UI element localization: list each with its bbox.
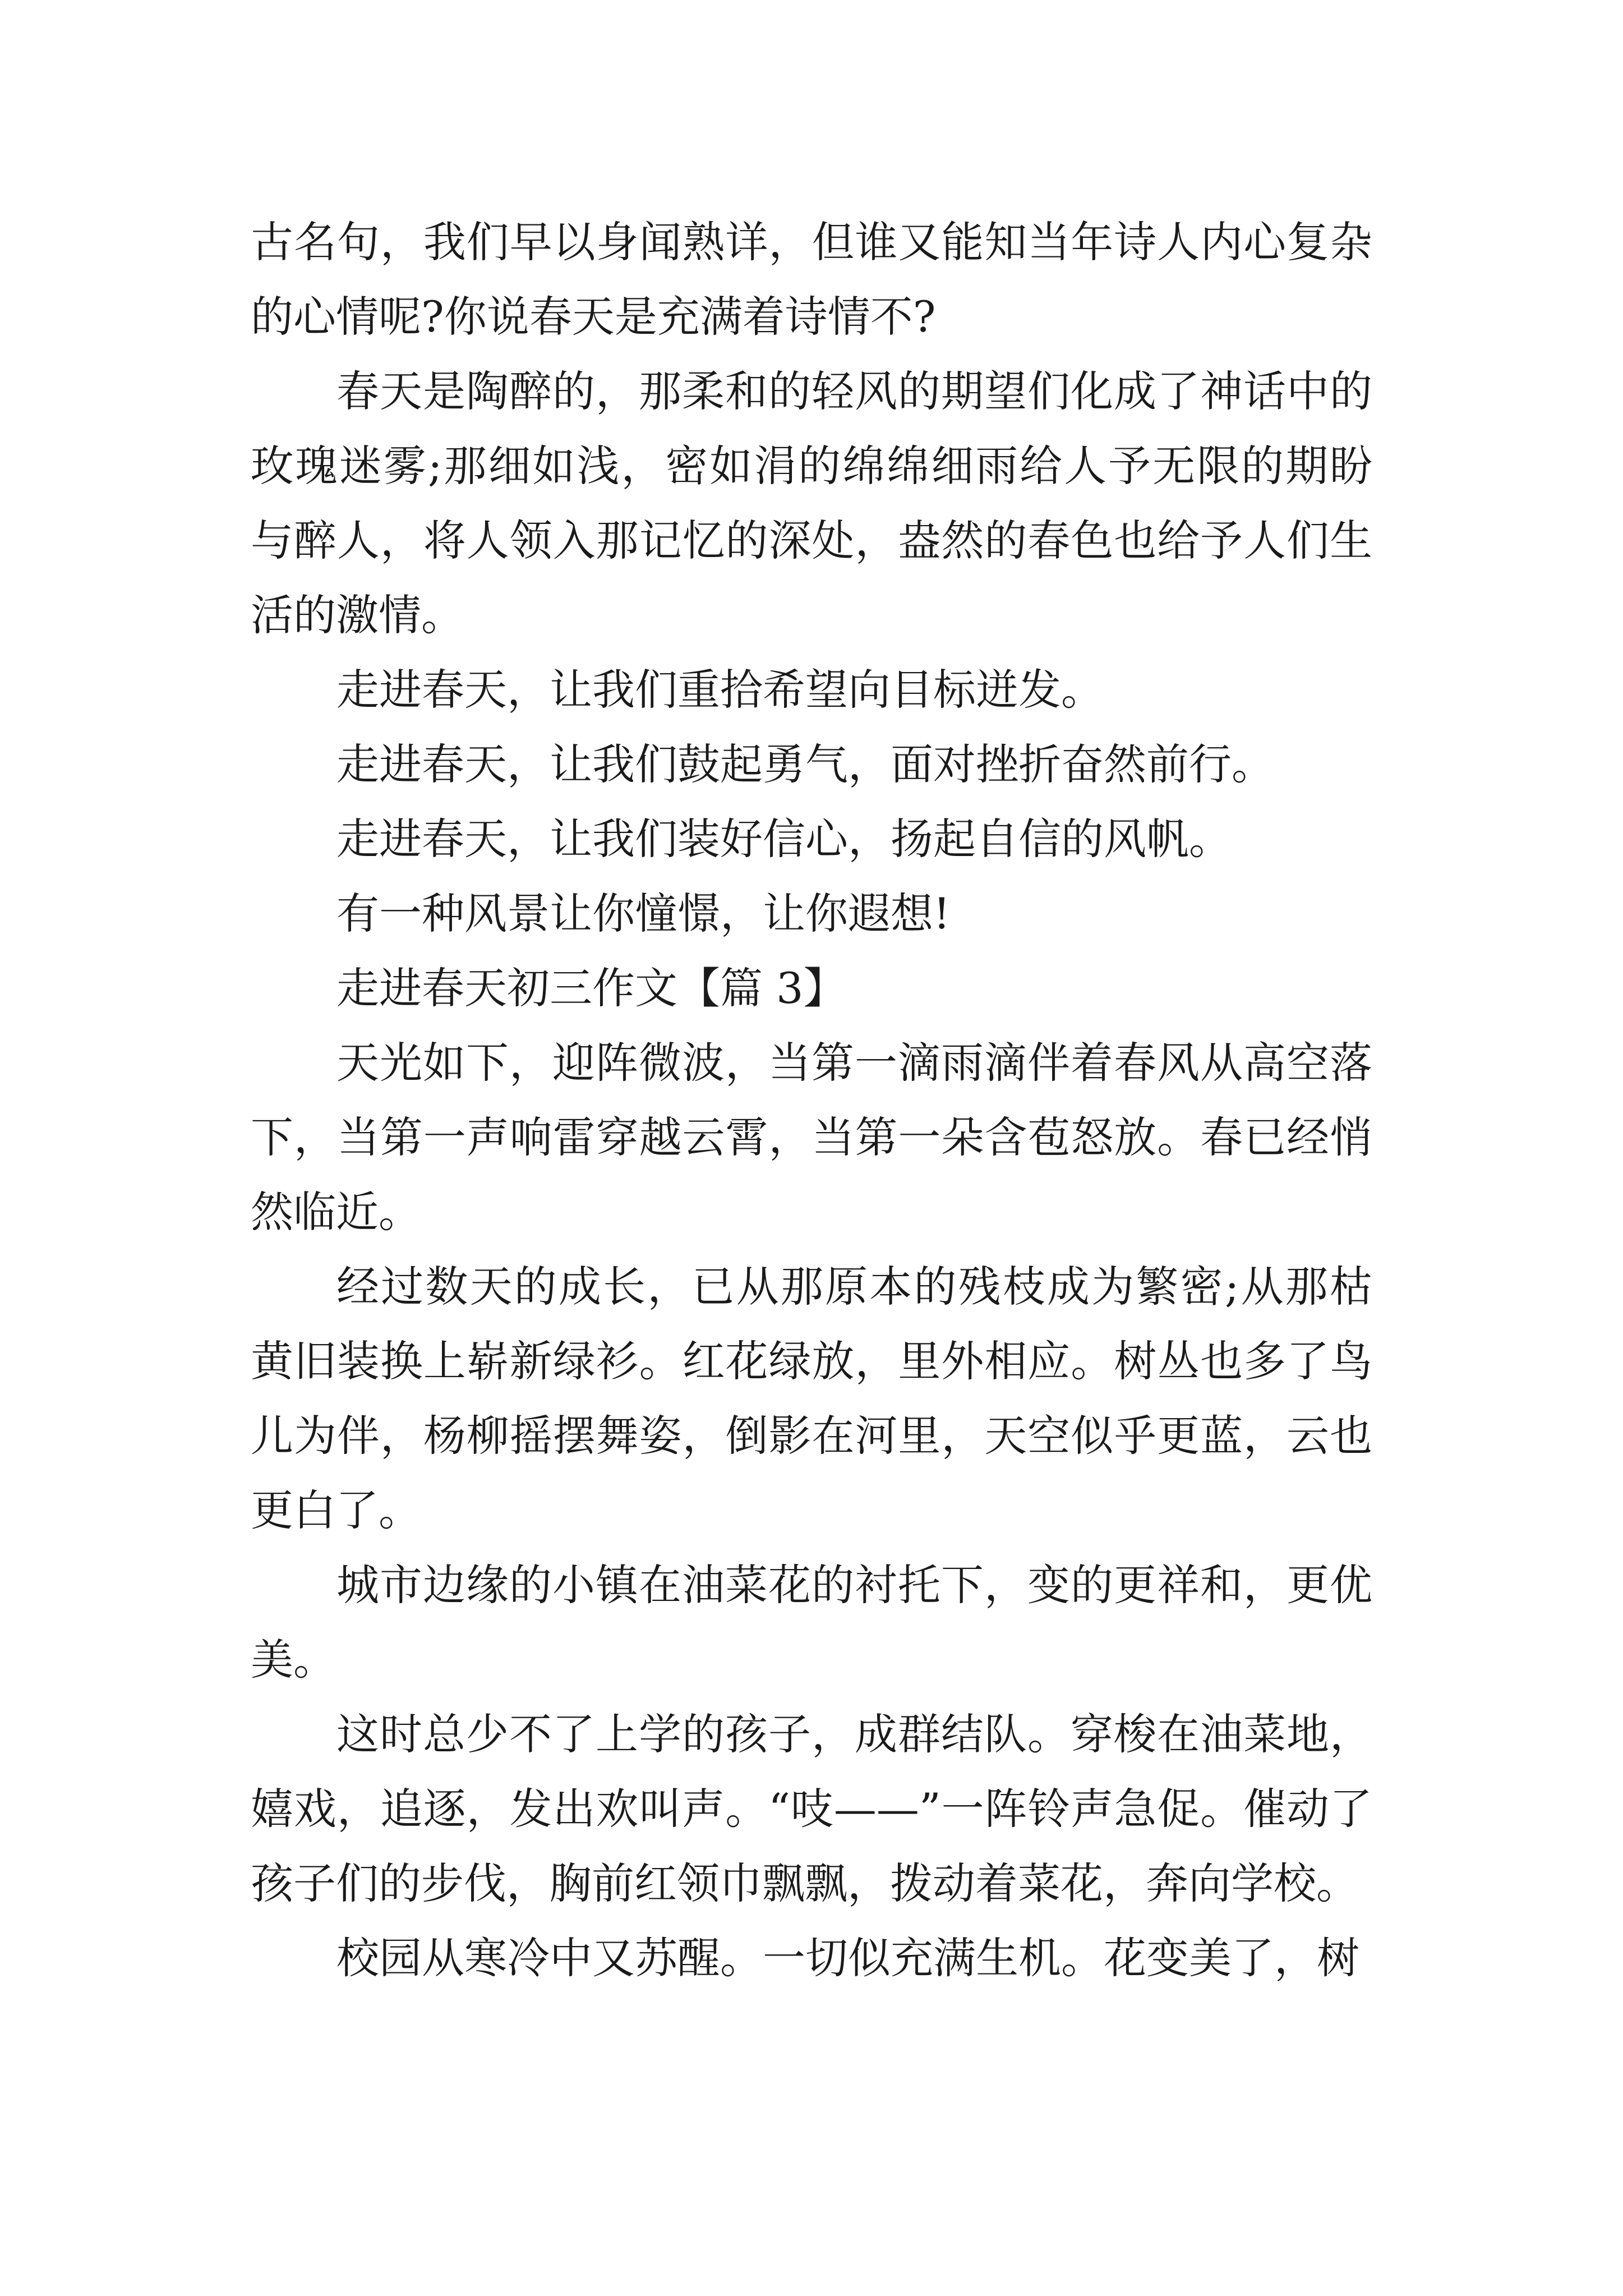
paragraph-5: 走进春天，让我们装好信心，扬起自信的风帆。: [336, 814, 1232, 864]
paragraph-2: 春天是陶醉的，那柔和的轻风的期望们化成了神话中的玫瑰迷雾;那细如浅，密如涓的绵绵细雨给人予无限的期盼与醉人，将人领入那记忆的深处，盎然的春色也给予人们生活的激情。: [251, 366, 1372, 640]
paragraph-1: 古名句，我们早以身闻熟详，但谁又能知当年诗人内心复杂的心情呢?你说春天是充满着诗情不?: [251, 217, 1372, 342]
paragraph-3: 走进春天，让我们重拾希望向目标迸发。: [336, 665, 1104, 715]
paragraph-6: 有一种风景让你憧憬，让你遐想!: [336, 889, 951, 938]
paragraph-9: 城市边缘的小镇在油菜花的衬托下，变的更祥和，更优美。: [251, 1560, 1372, 1685]
paragraph-8: 经过数天的成长，已从那原本的残枝成为繁密;从那枯黄旧装换上崭新绿衫。红花绿放，里外相应。树丛也多了鸟儿为伴，杨柳摇摆舞姿，倒影在河里，天空似乎更蓝，云也更白了。: [251, 1262, 1372, 1535]
paragraph-7: 天光如下，迎阵微波，当第一滴雨滴伴着春风从高空落下，当第一声响雷穿越云霄，当第一朵含苞怒放。春已经悄然临近。: [251, 1038, 1372, 1237]
body-text: [251, 205, 1372, 1995]
paragraph-11: 校园从寒冷中又苏醒。一切似充满生机。花变美了，树: [336, 1933, 1359, 1983]
paragraph-10: 这时总少不了上学的孩子，成群结队。穿梭在油菜地，嬉戏，追逐，发出欢叫声。“吱——”一阵铃声急促。催动了孩子们的步伐，胸前红领巾飘飘，拨动着菜花，奔向学校。: [251, 1709, 1372, 1908]
section-heading: 走进春天初三作文【篇 3】: [336, 963, 846, 1013]
paragraph-4: 走进春天，让我们鼓起勇气，面对挫折奋然前行。: [336, 739, 1274, 789]
